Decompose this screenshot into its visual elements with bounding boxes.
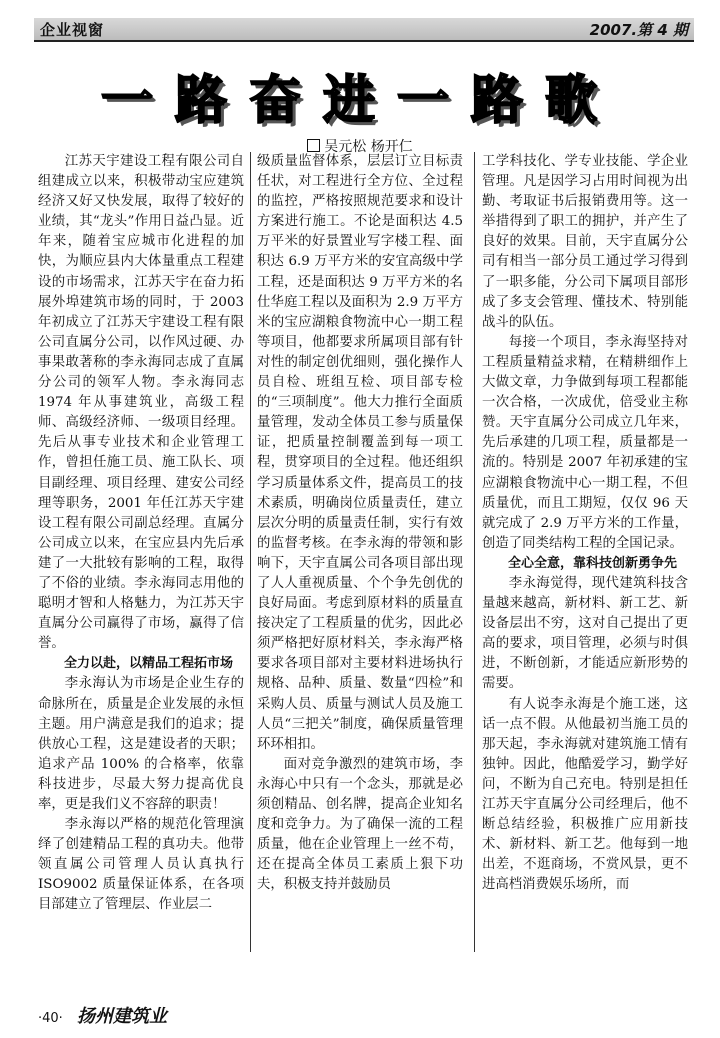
- section-name: 企业视窗: [40, 21, 105, 39]
- paragraph: 面对竞争激烈的建筑市场，李永海心中只有一个念头，那就是必须创精品、创名牌，提高企业知名度和竞争力。为了确保一流的工程质量，他在企业管理上一丝不苟，还在提高全体员工素质上狠下功夫，积极支持并鼓励员: [257, 756, 463, 893]
- publication-logo: 扬州建筑业: [76, 1006, 167, 1027]
- paragraph: 工学科技化、学专业技能、学企业管理。凡是因学习占用时间视为出勤、考取证书后报销费用等。这一举措得到了职工的拥护，并产生了良好的效果。目前，天宇直属分公司有相当一部分员工通过学习得到了一职多能，分公司下属项目部形成了多支会管理、懂技术、特别能战斗的队伍。: [482, 154, 688, 330]
- issue-number: 2007.第 4 期: [589, 21, 688, 39]
- paragraph: 每接一个项目，李永海坚持对工程质量精益求精，在精耕细作上大做文章，力争做到每项工程都能一次合格，一次成优，倍受业主称赞。天宇直属分公司成立几年来，先后承建的几项工程，质量都是一流的。特别是 2007 年初承建的宝应湖粮食物流中心一期工程，不但质量优，而且工期短，仅仅 96 天就完成了 2.9 万平方米的工作量，创造了同类结构工程的全国记录。: [482, 334, 688, 551]
- page-footer: [38, 1002, 167, 1028]
- article-title: 一路奋进一路歌: [100, 71, 619, 131]
- paragraph: 有人说李永海是个施工迷，这话一点不假。从他最初当施工员的那天起，李永海就对建筑施工情有独钟。因此，他酷爱学习，勤学好问，不断为自己充电。特别是担任江苏天宇直属分公司经理后，他不断总结经验，积极推广应用新技术、新材料、新工艺。他每到一地出差，不逛商场，不赏风景，更不进高档消费娱乐场所，而: [482, 696, 688, 893]
- column-3: [482, 152, 688, 895]
- page-header: [34, 18, 694, 42]
- paragraph: 江苏天宇建设工程有限公司自组建成立以来，积极带动宝应建筑经济又好又快发展，取得了较好的业绩，其“龙头”作用日益凸显。近年来，随着宝应城市化进程的加快，为顺应县内大体量重点工程建设的市场需求，江苏天宇在奋力拓展外埠建筑市场的同时，于 2003 年初成立了江苏天宇建设工程有限公司直属分公司，以作风过硬、办事果敢著称的李永海同志成了直属分公司的领军人物。李永海同志 1974 年从事建筑业，高级工程师、高级经济师、一级项目经理。先后从事专业技术和企业管理工作，曾担任施工员、施工队长、项目副经理、项目经理、建安公司经理等职务，2001 年任江苏天宇建设工程有限公司副总经理。直属分公司成立以来，在宝应县内先后承建了一大批较有影响的工程，取得了不俗的业绩。李永海同志用他的聪明才智和人格魅力，为江苏天宇直属分公司赢得了市场，赢得了信誉。: [38, 154, 244, 652]
- column-2: [257, 152, 463, 895]
- paragraph: 李永海认为市场是企业生存的命脉所在，质量是企业发展的永恒主题。用户满意是我们的追求；提供放心工程，这是建设者的天职；追求产品 100% 的合格率，依靠科技进步，尽最大努力提高优良率，更是我们义不容辞的职责！: [38, 676, 244, 812]
- paragraph: 李永海觉得，现代建筑科技含量越来越高，新材料、新工艺、新设备层出不穷，这对自己提出了更高的要求，项目管理，必须与时俱进，不断创新，才能适应新形势的需要。: [482, 575, 688, 692]
- author-names: 吴元松 杨开仁: [324, 139, 413, 155]
- subheading: 全心全意，靠科技创新勇争先: [508, 555, 678, 571]
- paragraph: 李永海以严格的规范化管理演绎了创建精品工程的真功夫。他带领直属公司管理人员认真执行 ISO9002 质量保证体系，在各项目部建立了管理层、作业层二: [38, 817, 244, 913]
- author-box-icon: [307, 139, 320, 152]
- column-1: [38, 152, 244, 916]
- column-divider: [474, 152, 475, 952]
- subheading: 全力以赴，以精品工程拓市场: [64, 656, 234, 672]
- column-divider: [250, 152, 251, 952]
- page-number: ·40·: [38, 1011, 63, 1026]
- paragraph: 级质量监督体系，层层订立目标责任状，对工程进行全方位、全过程的监控，严格按照规范要求和设计方案进行施工。不论是面积达 4.5 万平米的好景置业写字楼工程、面积达 6.9 万平方米的安宜高级中学工程，还是面积达 9 万平方米的名仕华庭工程以及面积为 2.9 万平方米的宝应湖粮食物流中心一期工程等项目，他都要求所属项目部有针对性的制定创优细则，强化操作人员自检、班组互检、项目部专检的“三项制度”。他大力推行全面质量管理，发动全体员工参与质量保证，把质量控制覆盖到每一项工程，贯穿项目的全过程。他还组织学习质量体系文件，提高员工的技术素质，明确岗位质量责任，建立层次分明的质量责任制，实行有效的监督考核。在李永海的带领和影响下，天宇直属公司各项目部出现了人人重视质量、个个争先创优的良好局面。考虑到原材料的质量直接决定了工程质量的优劣，因此必须严格把好原材料关，李永海严格要求各项目部对主要材料进场执行规格、品种、质量、数量“四检”和采购人员、质量与测试人员及施工人员“三把关”制度，确保质量管理环环相扣。: [257, 154, 463, 752]
